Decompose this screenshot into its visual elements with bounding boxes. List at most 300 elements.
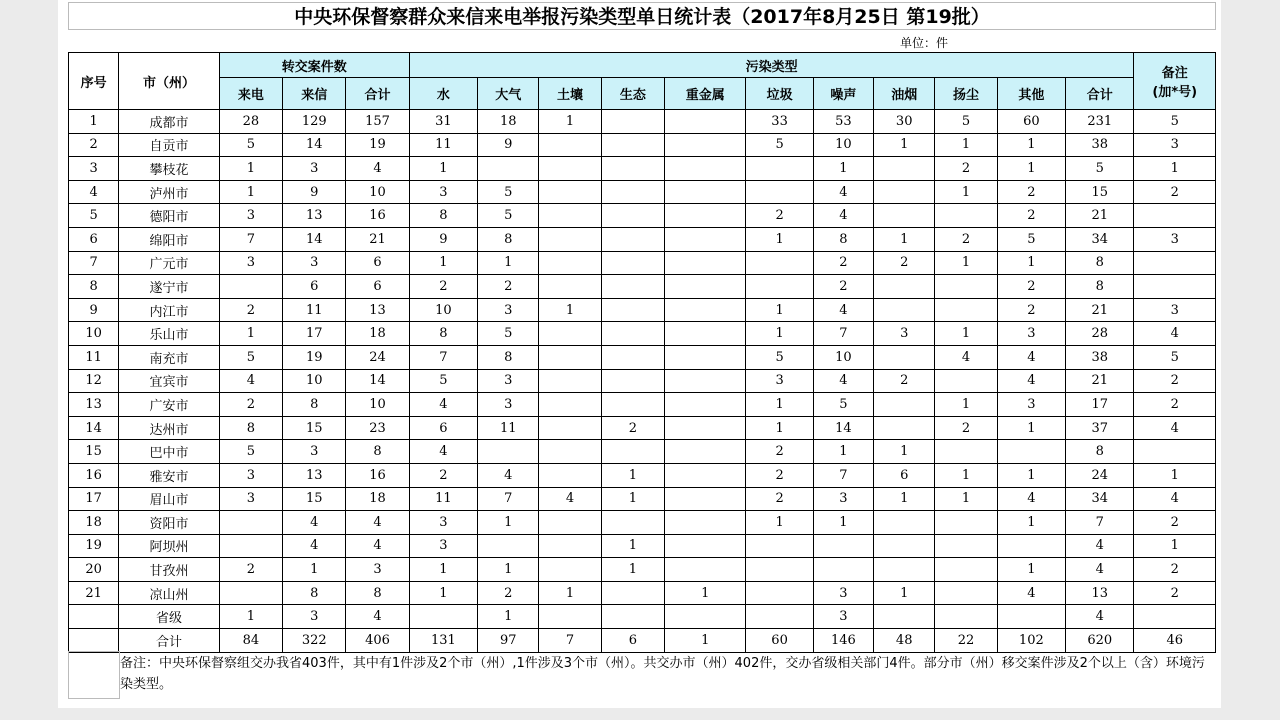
- row-value-cell: [601, 275, 664, 299]
- row-value-cell: 14: [346, 369, 409, 393]
- row-value-cell: 4: [997, 345, 1065, 369]
- row-value-cell: [539, 558, 601, 582]
- row-value-cell: 1: [997, 157, 1065, 181]
- row-value-cell: 10: [283, 369, 346, 393]
- row-seq-cell: 7: [69, 251, 119, 275]
- row-value-cell: 6: [601, 629, 664, 653]
- table-row: [69, 180, 1216, 204]
- row-value-cell: 4: [478, 463, 539, 487]
- row-value-cell: 3: [813, 581, 873, 605]
- row-seq-cell: 3: [69, 157, 119, 181]
- row-value-cell: [665, 180, 746, 204]
- row-value-cell: 1: [539, 581, 601, 605]
- report-title: 中央环保督察群众来信来电举报污染类型单日统计表（2017年8月25日 第19批）: [68, 2, 1216, 30]
- row-seq-cell: 15: [69, 440, 119, 464]
- table-row: [69, 605, 1216, 629]
- row-value-cell: 1: [409, 251, 477, 275]
- row-seq-cell: [69, 629, 119, 653]
- row-city-cell: 眉山市: [119, 487, 220, 511]
- header-dust: 扬尘: [935, 78, 997, 110]
- row-city-cell: 泸州市: [119, 180, 220, 204]
- row-value-cell: 11: [409, 133, 477, 157]
- row-value-cell: [935, 204, 997, 228]
- row-value-cell: 13: [1066, 581, 1134, 605]
- row-value-cell: 3: [219, 204, 282, 228]
- row-value-cell: 2: [935, 157, 997, 181]
- row-value-cell: 157: [346, 110, 409, 134]
- row-value-cell: [539, 511, 601, 535]
- footnote: [68, 651, 1216, 699]
- row-value-cell: [935, 275, 997, 299]
- row-value-cell: [601, 345, 664, 369]
- row-value-cell: 1: [935, 487, 997, 511]
- table-row: [69, 629, 1216, 653]
- row-value-cell: 1: [874, 133, 935, 157]
- row-value-cell: 4: [283, 534, 346, 558]
- row-value-cell: [478, 440, 539, 464]
- row-value-cell: 9: [283, 180, 346, 204]
- row-value-cell: 406: [346, 629, 409, 653]
- row-value-cell: 1: [601, 534, 664, 558]
- row-value-cell: 1: [283, 558, 346, 582]
- row-value-cell: 5: [997, 227, 1065, 251]
- row-value-cell: [665, 463, 746, 487]
- row-seq-cell: [69, 605, 119, 629]
- header-air: 大气: [478, 78, 539, 110]
- row-value-cell: 10: [813, 133, 873, 157]
- row-city-cell: 甘孜州: [119, 558, 220, 582]
- header-remark: [1134, 53, 1216, 110]
- row-value-cell: 3: [283, 157, 346, 181]
- row-value-cell: 2: [1134, 369, 1216, 393]
- row-value-cell: [601, 133, 664, 157]
- row-value-cell: 23: [346, 416, 409, 440]
- row-value-cell: 1: [874, 487, 935, 511]
- table-row: [69, 558, 1216, 582]
- row-value-cell: [746, 558, 813, 582]
- row-value-cell: 1: [997, 558, 1065, 582]
- row-value-cell: 4: [1066, 605, 1134, 629]
- row-value-cell: 18: [478, 110, 539, 134]
- row-value-cell: 2: [813, 275, 873, 299]
- table-body: [69, 110, 1216, 653]
- row-value-cell: 2: [1134, 393, 1216, 417]
- row-value-cell: [601, 322, 664, 346]
- row-value-cell: 3: [997, 393, 1065, 417]
- row-value-cell: 2: [409, 275, 477, 299]
- row-value-cell: 8: [813, 227, 873, 251]
- row-city-cell: 省级: [119, 605, 220, 629]
- header-city: 市（州）: [119, 53, 220, 110]
- row-value-cell: [746, 180, 813, 204]
- row-value-cell: 30: [874, 110, 935, 134]
- row-seq-cell: 1: [69, 110, 119, 134]
- row-value-cell: 3: [283, 251, 346, 275]
- row-value-cell: [874, 298, 935, 322]
- row-value-cell: [539, 322, 601, 346]
- header-noise: 噪声: [813, 78, 873, 110]
- row-seq-cell: 13: [69, 393, 119, 417]
- row-value-cell: 4: [997, 369, 1065, 393]
- table-row: [69, 227, 1216, 251]
- row-value-cell: 37: [1066, 416, 1134, 440]
- row-city-cell: 内江市: [119, 298, 220, 322]
- row-value-cell: [601, 440, 664, 464]
- row-value-cell: [539, 227, 601, 251]
- row-value-cell: 5: [1134, 110, 1216, 134]
- row-value-cell: 4: [813, 180, 873, 204]
- row-value-cell: 1: [1134, 534, 1216, 558]
- row-value-cell: 3: [874, 322, 935, 346]
- row-value-cell: 2: [874, 251, 935, 275]
- row-value-cell: 8: [478, 227, 539, 251]
- row-value-cell: 3: [409, 511, 477, 535]
- row-value-cell: 1: [997, 511, 1065, 535]
- row-value-cell: 1: [665, 629, 746, 653]
- row-value-cell: [665, 511, 746, 535]
- row-value-cell: 7: [1066, 511, 1134, 535]
- row-value-cell: 3: [997, 322, 1065, 346]
- row-value-cell: 1: [935, 251, 997, 275]
- row-city-cell: 巴中市: [119, 440, 220, 464]
- row-seq-cell: 11: [69, 345, 119, 369]
- row-seq-cell: 2: [69, 133, 119, 157]
- row-value-cell: 2: [1134, 558, 1216, 582]
- header-remark-line2: (加*号): [1152, 85, 1198, 100]
- row-value-cell: 4: [1066, 534, 1134, 558]
- row-value-cell: 7: [813, 322, 873, 346]
- row-value-cell: 1: [813, 157, 873, 181]
- row-value-cell: 5: [746, 345, 813, 369]
- row-value-cell: 5: [219, 133, 282, 157]
- row-value-cell: [601, 369, 664, 393]
- row-value-cell: [539, 251, 601, 275]
- row-value-cell: 1: [409, 581, 477, 605]
- row-value-cell: [935, 440, 997, 464]
- row-city-cell: 成都市: [119, 110, 220, 134]
- row-value-cell: [874, 180, 935, 204]
- row-value-cell: 5: [1066, 157, 1134, 181]
- row-value-cell: 3: [813, 605, 873, 629]
- row-value-cell: 4: [346, 157, 409, 181]
- row-value-cell: 1: [1134, 157, 1216, 181]
- row-value-cell: 33: [746, 110, 813, 134]
- row-value-cell: 8: [219, 416, 282, 440]
- row-value-cell: [665, 322, 746, 346]
- table-row: [69, 157, 1216, 181]
- row-value-cell: [935, 369, 997, 393]
- row-value-cell: 4: [219, 369, 282, 393]
- row-value-cell: [874, 204, 935, 228]
- row-value-cell: 3: [478, 298, 539, 322]
- row-value-cell: 2: [219, 558, 282, 582]
- row-value-cell: 1: [478, 511, 539, 535]
- row-value-cell: 5: [746, 133, 813, 157]
- row-value-cell: 2: [935, 416, 997, 440]
- row-value-cell: 3: [219, 251, 282, 275]
- row-value-cell: 1: [997, 133, 1065, 157]
- row-value-cell: 2: [997, 180, 1065, 204]
- row-value-cell: 8: [1066, 275, 1134, 299]
- row-city-cell: 阿坝州: [119, 534, 220, 558]
- row-value-cell: 18: [346, 322, 409, 346]
- row-value-cell: [601, 180, 664, 204]
- row-value-cell: 2: [601, 416, 664, 440]
- row-city-cell: 德阳市: [119, 204, 220, 228]
- row-seq-cell: 18: [69, 511, 119, 535]
- row-value-cell: 4: [813, 204, 873, 228]
- row-value-cell: 1: [746, 393, 813, 417]
- row-value-cell: 21: [1066, 298, 1134, 322]
- row-value-cell: 3: [746, 369, 813, 393]
- row-value-cell: 2: [746, 440, 813, 464]
- row-value-cell: 4: [346, 511, 409, 535]
- row-value-cell: 102: [997, 629, 1065, 653]
- row-city-cell: 乐山市: [119, 322, 220, 346]
- table-row: [69, 511, 1216, 535]
- row-value-cell: 2: [997, 204, 1065, 228]
- header-phone: 来电: [219, 78, 282, 110]
- row-value-cell: 3: [409, 534, 477, 558]
- row-value-cell: 6: [409, 416, 477, 440]
- row-value-cell: 131: [409, 629, 477, 653]
- row-value-cell: [219, 534, 282, 558]
- row-value-cell: 2: [746, 487, 813, 511]
- row-value-cell: 34: [1066, 487, 1134, 511]
- row-city-cell: 达州市: [119, 416, 220, 440]
- row-value-cell: 3: [283, 605, 346, 629]
- row-value-cell: 2: [478, 275, 539, 299]
- row-value-cell: [539, 133, 601, 157]
- row-value-cell: 5: [478, 180, 539, 204]
- row-value-cell: 17: [283, 322, 346, 346]
- row-value-cell: 8: [346, 581, 409, 605]
- footnote-text: 备注：中央环保督察组交办我省403件，其中有1件涉及2个市（州）,1件涉及3个市（州）。共交办市（州）402件，交办省级相关部门4件。部分市（州）移交案件涉及2个以上（含）环境污染类型。: [120, 656, 1205, 692]
- row-value-cell: [935, 534, 997, 558]
- row-value-cell: 5: [409, 369, 477, 393]
- row-value-cell: [1134, 605, 1216, 629]
- row-value-cell: 3: [1134, 298, 1216, 322]
- row-value-cell: 28: [219, 110, 282, 134]
- row-value-cell: [813, 558, 873, 582]
- row-value-cell: 4: [813, 369, 873, 393]
- row-value-cell: [478, 534, 539, 558]
- row-value-cell: 4: [1134, 416, 1216, 440]
- header-transfer-total: 合计: [346, 78, 409, 110]
- row-value-cell: 322: [283, 629, 346, 653]
- row-value-cell: 1: [935, 322, 997, 346]
- row-value-cell: 1: [601, 487, 664, 511]
- row-value-cell: 1: [219, 180, 282, 204]
- row-value-cell: [539, 204, 601, 228]
- row-value-cell: 9: [478, 133, 539, 157]
- row-value-cell: [665, 275, 746, 299]
- row-value-cell: [665, 251, 746, 275]
- row-value-cell: 4: [409, 393, 477, 417]
- row-value-cell: 8: [1066, 251, 1134, 275]
- row-seq-cell: 5: [69, 204, 119, 228]
- row-value-cell: 129: [283, 110, 346, 134]
- row-value-cell: [665, 416, 746, 440]
- row-value-cell: 10: [409, 298, 477, 322]
- row-value-cell: 28: [1066, 322, 1134, 346]
- row-city-cell: 资阳市: [119, 511, 220, 535]
- row-value-cell: 10: [346, 180, 409, 204]
- row-city-cell: 广安市: [119, 393, 220, 417]
- row-value-cell: 1: [746, 322, 813, 346]
- row-value-cell: 231: [1066, 110, 1134, 134]
- table-row: [69, 487, 1216, 511]
- table-row: [69, 204, 1216, 228]
- row-value-cell: [539, 416, 601, 440]
- row-value-cell: 1: [219, 605, 282, 629]
- row-value-cell: 4: [997, 581, 1065, 605]
- row-value-cell: 3: [409, 180, 477, 204]
- row-value-cell: 2: [478, 581, 539, 605]
- row-value-cell: 1: [478, 558, 539, 582]
- table-row: [69, 133, 1216, 157]
- row-value-cell: [746, 534, 813, 558]
- row-city-cell: 南充市: [119, 345, 220, 369]
- table-row: [69, 369, 1216, 393]
- row-value-cell: 9: [409, 227, 477, 251]
- row-value-cell: 15: [1066, 180, 1134, 204]
- row-value-cell: [601, 204, 664, 228]
- row-value-cell: 3: [478, 369, 539, 393]
- row-value-cell: [935, 511, 997, 535]
- row-value-cell: 2: [935, 227, 997, 251]
- row-value-cell: [997, 605, 1065, 629]
- table-row: [69, 322, 1216, 346]
- row-value-cell: [665, 227, 746, 251]
- row-value-cell: 1: [746, 416, 813, 440]
- row-value-cell: 3: [1134, 227, 1216, 251]
- row-city-cell: 广元市: [119, 251, 220, 275]
- header-letter: 来信: [283, 78, 346, 110]
- row-value-cell: [935, 298, 997, 322]
- row-value-cell: 1: [997, 251, 1065, 275]
- row-value-cell: 11: [283, 298, 346, 322]
- row-value-cell: [665, 204, 746, 228]
- row-value-cell: 2: [219, 393, 282, 417]
- row-value-cell: 16: [346, 204, 409, 228]
- row-value-cell: [665, 345, 746, 369]
- row-value-cell: [1134, 204, 1216, 228]
- row-value-cell: 4: [283, 511, 346, 535]
- row-value-cell: 3: [219, 487, 282, 511]
- header-seq: 序号: [69, 53, 119, 110]
- row-value-cell: [601, 605, 664, 629]
- row-value-cell: 21: [1066, 204, 1134, 228]
- row-value-cell: 3: [1134, 133, 1216, 157]
- row-value-cell: [539, 345, 601, 369]
- row-value-cell: 5: [219, 345, 282, 369]
- row-value-cell: 14: [283, 133, 346, 157]
- table-row: [69, 393, 1216, 417]
- footnote-blank-cell: [68, 651, 120, 699]
- row-value-cell: 19: [346, 133, 409, 157]
- row-value-cell: 22: [935, 629, 997, 653]
- row-value-cell: [874, 157, 935, 181]
- header-soil: 土壤: [539, 78, 601, 110]
- row-value-cell: 4: [935, 345, 997, 369]
- row-value-cell: 1: [874, 227, 935, 251]
- row-value-cell: 1: [219, 157, 282, 181]
- row-value-cell: 48: [874, 629, 935, 653]
- table-row: [69, 345, 1216, 369]
- row-value-cell: [665, 298, 746, 322]
- row-value-cell: 1: [539, 110, 601, 134]
- row-value-cell: 1: [935, 463, 997, 487]
- row-value-cell: 5: [1134, 345, 1216, 369]
- row-value-cell: [874, 275, 935, 299]
- row-value-cell: [665, 605, 746, 629]
- row-value-cell: [539, 605, 601, 629]
- row-value-cell: 5: [935, 110, 997, 134]
- row-value-cell: [665, 440, 746, 464]
- row-value-cell: [601, 110, 664, 134]
- statistics-table: [68, 52, 1216, 653]
- row-value-cell: 1: [997, 463, 1065, 487]
- row-value-cell: 8: [409, 322, 477, 346]
- row-value-cell: 17: [1066, 393, 1134, 417]
- row-value-cell: 2: [746, 463, 813, 487]
- row-value-cell: 4: [1134, 487, 1216, 511]
- row-city-cell: 自贡市: [119, 133, 220, 157]
- table-row: [69, 534, 1216, 558]
- row-value-cell: [665, 133, 746, 157]
- unit-label: 单位：件: [900, 36, 949, 50]
- table-row: [69, 463, 1216, 487]
- header-water: 水: [409, 78, 477, 110]
- row-value-cell: [874, 345, 935, 369]
- row-value-cell: 1: [746, 511, 813, 535]
- row-value-cell: 24: [1066, 463, 1134, 487]
- row-value-cell: 2: [219, 298, 282, 322]
- row-value-cell: 13: [346, 298, 409, 322]
- row-city-cell: 凉山州: [119, 581, 220, 605]
- row-value-cell: [478, 157, 539, 181]
- row-value-cell: [1134, 251, 1216, 275]
- row-value-cell: [409, 605, 477, 629]
- row-value-cell: 4: [1134, 322, 1216, 346]
- row-value-cell: 1: [935, 180, 997, 204]
- row-city-cell: 雅安市: [119, 463, 220, 487]
- row-value-cell: 11: [478, 416, 539, 440]
- row-value-cell: [665, 369, 746, 393]
- row-value-cell: [874, 393, 935, 417]
- row-value-cell: 60: [997, 110, 1065, 134]
- row-value-cell: [601, 298, 664, 322]
- row-value-cell: 1: [874, 440, 935, 464]
- row-value-cell: 8: [283, 393, 346, 417]
- row-value-cell: 4: [409, 440, 477, 464]
- row-city-cell: 宜宾市: [119, 369, 220, 393]
- row-value-cell: [746, 581, 813, 605]
- row-value-cell: 8: [409, 204, 477, 228]
- row-value-cell: [219, 581, 282, 605]
- header-transfer-group: 转交案件数: [219, 53, 409, 78]
- row-value-cell: 14: [813, 416, 873, 440]
- row-value-cell: 18: [346, 487, 409, 511]
- row-value-cell: 4: [346, 534, 409, 558]
- row-value-cell: [813, 534, 873, 558]
- row-value-cell: [935, 605, 997, 629]
- row-value-cell: 19: [283, 345, 346, 369]
- row-value-cell: 11: [409, 487, 477, 511]
- row-value-cell: 3: [346, 558, 409, 582]
- row-value-cell: [746, 605, 813, 629]
